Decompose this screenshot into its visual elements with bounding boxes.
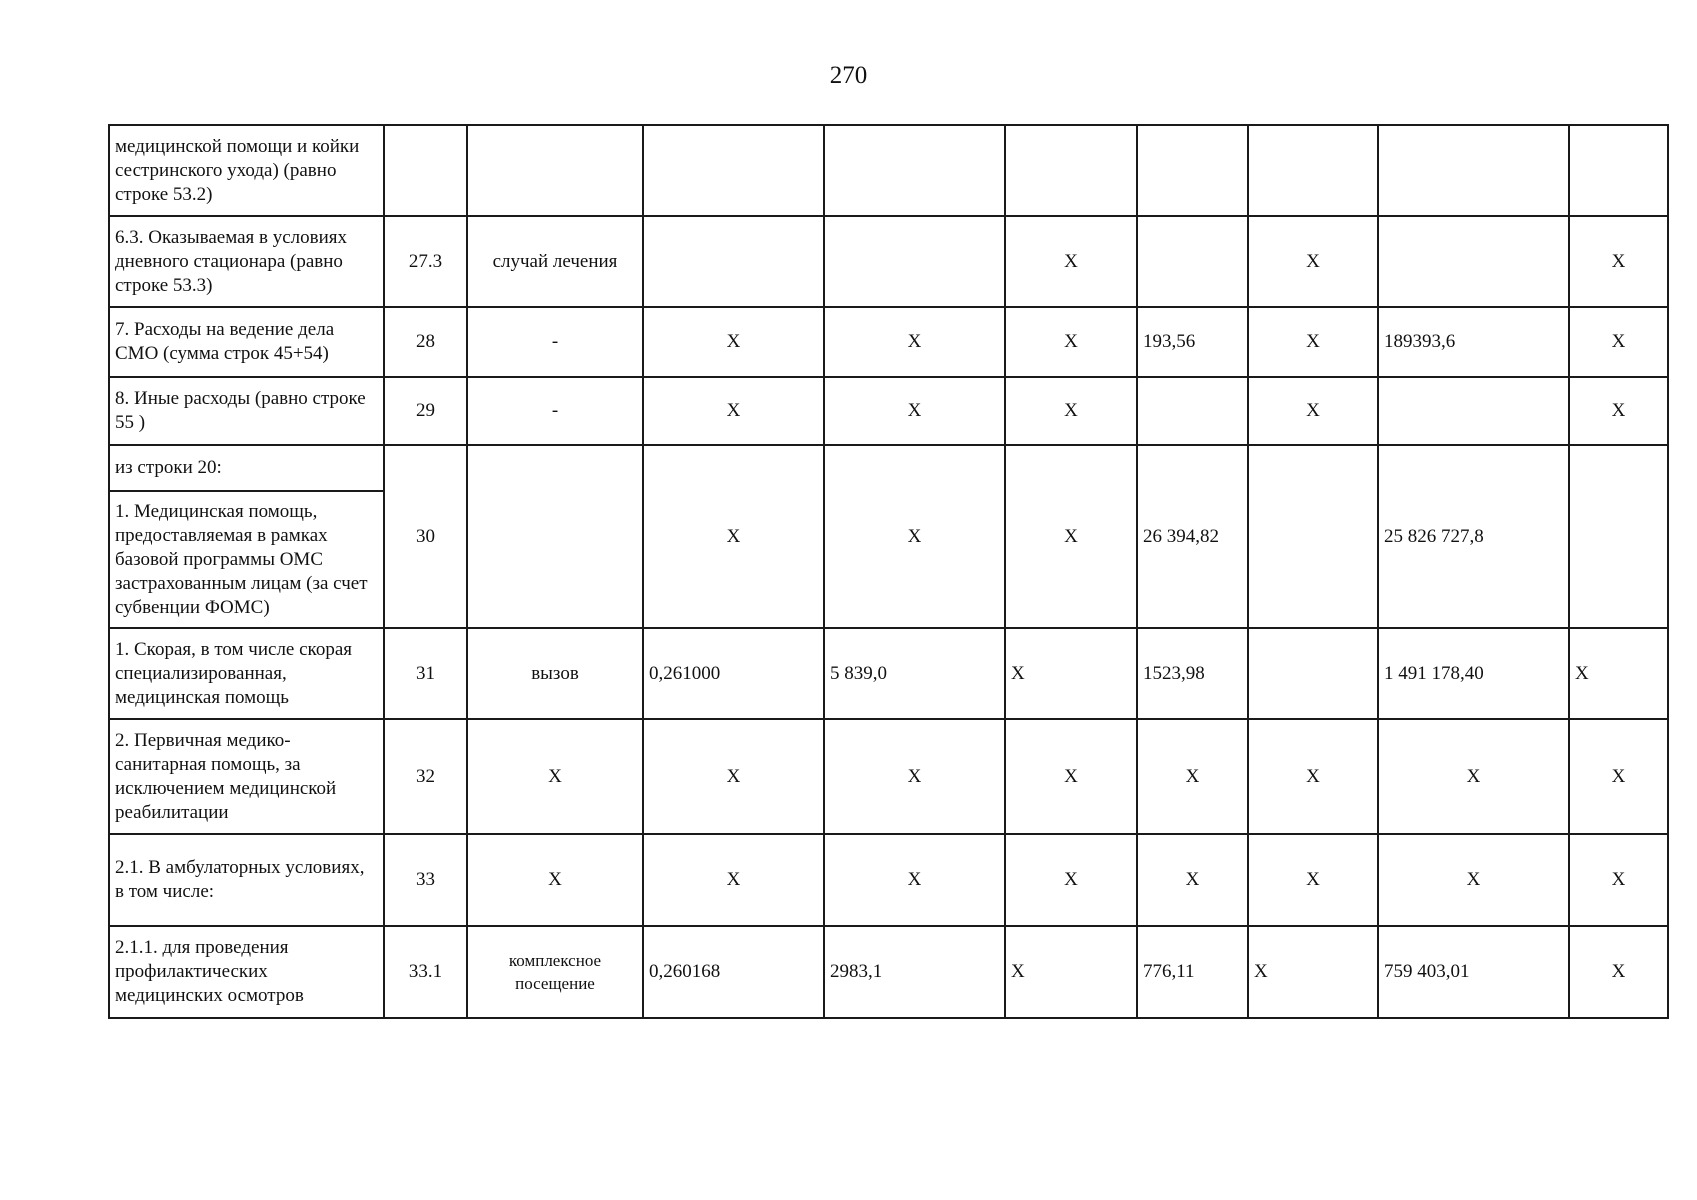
cell-col-3: X bbox=[1005, 307, 1137, 377]
row-number: 30 bbox=[384, 445, 467, 628]
cell-col-2: X bbox=[824, 377, 1005, 445]
cell-col-6: 759 403,01 bbox=[1378, 926, 1569, 1018]
cell-col-1: X bbox=[643, 377, 824, 445]
cell-col-2: 5 839,0 bbox=[824, 628, 1005, 719]
cell-col-5 bbox=[1248, 445, 1378, 628]
table-row bbox=[109, 216, 1668, 307]
table-row bbox=[109, 307, 1668, 377]
table-row bbox=[109, 377, 1668, 445]
cell-col-1: X bbox=[643, 445, 824, 628]
cell-col-2: X bbox=[824, 719, 1005, 834]
table-row bbox=[109, 628, 1668, 719]
cell-col-4: X bbox=[1137, 719, 1248, 834]
cell-col-1: 0,261000 bbox=[643, 628, 824, 719]
cell-col-3: X bbox=[1005, 719, 1137, 834]
cell-col-4: X bbox=[1137, 834, 1248, 926]
cell-col-2: X bbox=[824, 307, 1005, 377]
cell-col-7 bbox=[1569, 445, 1668, 628]
cell-col-4: 26 394,82 bbox=[1137, 445, 1248, 628]
row-unit: случай лечения bbox=[467, 216, 643, 307]
cell-col-3: X bbox=[1005, 926, 1137, 1018]
row-name: 7. Расходы на ведение дела СМО (сумма строк 45+54) bbox=[109, 307, 384, 377]
cell-col-1: X bbox=[643, 307, 824, 377]
cell-col-4: 193,56 bbox=[1137, 307, 1248, 377]
cell-col-6: X bbox=[1378, 719, 1569, 834]
cell-col-2: 2983,1 bbox=[824, 926, 1005, 1018]
row-name: 6.3. Оказываемая в условиях дневного стационара (равно строке 53.3) bbox=[109, 216, 384, 307]
cell-col-1: X bbox=[643, 834, 824, 926]
table-row bbox=[109, 834, 1668, 926]
cell-col-5 bbox=[1248, 628, 1378, 719]
cell-col-3: X bbox=[1005, 834, 1137, 926]
table-row bbox=[109, 445, 1668, 491]
row-number: 27.3 bbox=[384, 216, 467, 307]
cell-col-6: 1 491 178,40 bbox=[1378, 628, 1569, 719]
cell-col-2: X bbox=[824, 445, 1005, 628]
cell-col-4: 1523,98 bbox=[1137, 628, 1248, 719]
data-table bbox=[108, 124, 1669, 1019]
cell-col-7: X bbox=[1569, 307, 1668, 377]
row-unit: комплексное посещение bbox=[467, 926, 643, 1018]
row-number: 33 bbox=[384, 834, 467, 926]
cell-col-5: X bbox=[1248, 307, 1378, 377]
cell-col-3: X bbox=[1005, 377, 1137, 445]
cell-col-6: X bbox=[1378, 834, 1569, 926]
cell-col-5: X bbox=[1248, 719, 1378, 834]
cell-col-5: X bbox=[1248, 834, 1378, 926]
row-unit: вызов bbox=[467, 628, 643, 719]
cell-col-4 bbox=[1137, 377, 1248, 445]
cell-col-4 bbox=[1137, 125, 1248, 216]
row-name: 2. Первичная медико-санитарная помощь, за исключением медицинской реабилитации bbox=[109, 719, 384, 834]
row-name: 1. Скорая, в том числе скорая специализированная, медицинская помощь bbox=[109, 628, 384, 719]
row-name-line-2: в том числе: bbox=[115, 881, 215, 902]
cell-col-1 bbox=[643, 125, 824, 216]
cell-col-7: X bbox=[1569, 216, 1668, 307]
row-number: 31 bbox=[384, 628, 467, 719]
cell-col-5: X bbox=[1248, 926, 1378, 1018]
cell-col-5: X bbox=[1248, 377, 1378, 445]
cell-col-3 bbox=[1005, 125, 1137, 216]
row-unit: - bbox=[467, 307, 643, 377]
cell-col-1: X bbox=[643, 719, 824, 834]
row-subheader: из строки 20: bbox=[109, 445, 384, 491]
row-name bbox=[109, 834, 384, 926]
cell-col-5 bbox=[1248, 125, 1378, 216]
row-name: 1. Медицинская помощь, предоставляемая в рамках базовой программы ОМС застрахованным лицам (за счет субвенции ФОМС) bbox=[109, 491, 384, 628]
cell-col-1: 0,260168 bbox=[643, 926, 824, 1018]
row-name: 8. Иные расходы (равно строке 55 ) bbox=[109, 377, 384, 445]
row-number: 32 bbox=[384, 719, 467, 834]
cell-col-2 bbox=[824, 216, 1005, 307]
cell-col-3: X bbox=[1005, 216, 1137, 307]
cell-col-6 bbox=[1378, 125, 1569, 216]
row-name: медицинской помощи и койки сестринского ухода) (равно строке 53.2) bbox=[109, 125, 384, 216]
cell-col-1 bbox=[643, 216, 824, 307]
row-name-line-1: 2.1. В амбулаторных условиях, bbox=[115, 857, 365, 878]
row-number bbox=[384, 125, 467, 216]
row-unit: X bbox=[467, 719, 643, 834]
cell-col-4 bbox=[1137, 216, 1248, 307]
cell-col-4: 776,11 bbox=[1137, 926, 1248, 1018]
cell-col-7 bbox=[1569, 125, 1668, 216]
row-unit: X bbox=[467, 834, 643, 926]
table-row bbox=[109, 719, 1668, 834]
row-name: 2.1.1. для проведения профилактических медицинских осмотров bbox=[109, 926, 384, 1018]
page-number: 270 bbox=[829, 62, 868, 89]
row-unit bbox=[467, 125, 643, 216]
cell-col-6: 189393,6 bbox=[1378, 307, 1569, 377]
cell-col-3: X bbox=[1005, 445, 1137, 628]
cell-col-6 bbox=[1378, 377, 1569, 445]
cell-col-7: X bbox=[1569, 628, 1668, 719]
cell-col-5: X bbox=[1248, 216, 1378, 307]
cell-col-6 bbox=[1378, 216, 1569, 307]
cell-col-7: X bbox=[1569, 834, 1668, 926]
cell-col-7: X bbox=[1569, 719, 1668, 834]
row-number: 29 bbox=[384, 377, 467, 445]
table-row bbox=[109, 125, 1668, 216]
row-unit bbox=[467, 445, 643, 628]
row-number: 28 bbox=[384, 307, 467, 377]
cell-col-7: X bbox=[1569, 926, 1668, 1018]
row-unit: - bbox=[467, 377, 643, 445]
cell-col-2 bbox=[824, 125, 1005, 216]
cell-col-2: X bbox=[824, 834, 1005, 926]
cell-col-6: 25 826 727,8 bbox=[1378, 445, 1569, 628]
table-row bbox=[109, 926, 1668, 1018]
cell-col-7: X bbox=[1569, 377, 1668, 445]
row-number: 33.1 bbox=[384, 926, 467, 1018]
cell-col-3: X bbox=[1005, 628, 1137, 719]
